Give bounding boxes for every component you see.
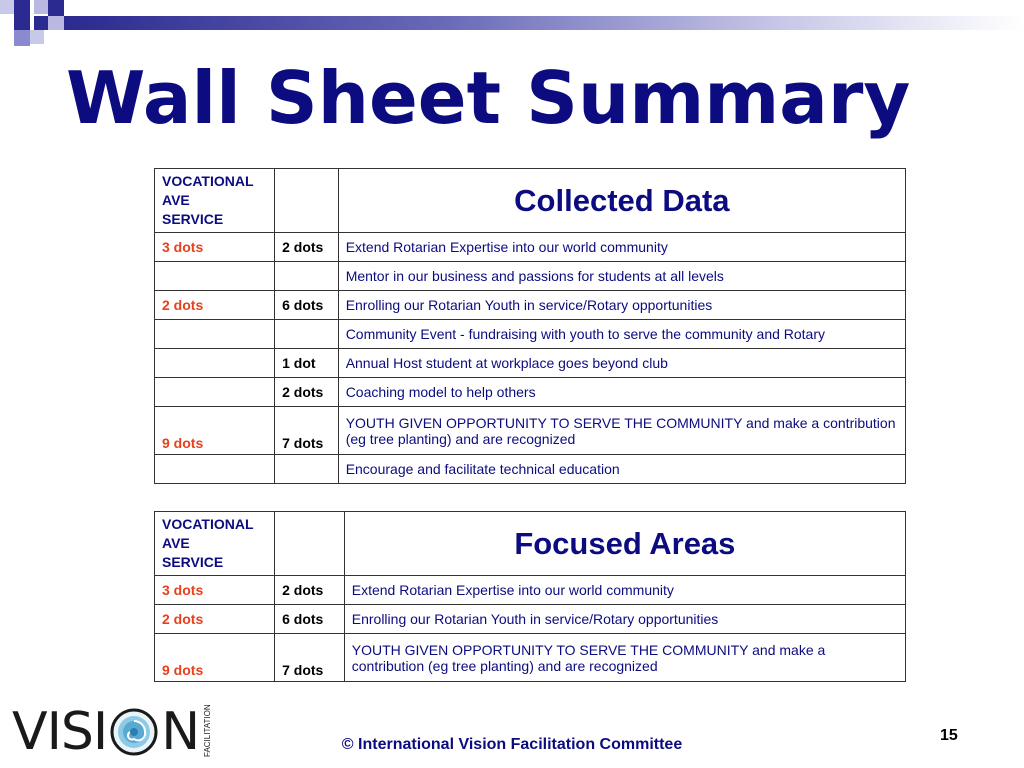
collected-data-table <box>154 168 906 484</box>
table-row <box>155 262 906 291</box>
ave-dots-cell <box>155 262 275 291</box>
page-number: 15 <box>940 727 958 744</box>
table-row <box>155 378 906 407</box>
dots-count-cell <box>275 320 339 349</box>
table-heading-collected-data: Collected Data <box>338 169 905 233</box>
table-header-row <box>155 512 906 576</box>
item-description-cell: Mentor in our business and passions for students at all levels <box>338 262 905 291</box>
ave-dots-cell <box>155 455 275 484</box>
header-line: AVE <box>162 535 190 551</box>
header-vocational-ave-service <box>155 169 275 233</box>
decor-square <box>48 16 64 30</box>
item-description-cell: YOUTH GIVEN OPPORTUNITY TO SERVE THE COMMUNITY and make a contribution (eg tree planting) and are recognized <box>344 634 905 682</box>
ave-dots-cell <box>155 320 275 349</box>
decor-square <box>34 16 48 30</box>
item-description-cell: Coaching model to help others <box>338 378 905 407</box>
header-line: SERVICE <box>162 211 224 227</box>
footer-copyright: © International Vision Facilitation Committee <box>341 736 683 753</box>
dots-count-cell <box>275 455 339 484</box>
table-row <box>155 291 906 320</box>
slide-title: Wall Sheet Summary <box>66 56 911 140</box>
ave-dots-cell: 2 dots <box>155 291 275 320</box>
header-gradient-bar <box>64 16 1024 30</box>
dots-count-cell: 2 dots <box>275 233 339 262</box>
table-row <box>155 634 906 682</box>
item-description-cell: Enrolling our Rotarian Youth in service/Rotary opportunities <box>344 605 905 634</box>
ave-dots-cell: 9 dots <box>155 407 275 455</box>
ave-dots-cell: 2 dots <box>155 605 275 634</box>
table-row <box>155 349 906 378</box>
item-description-cell: Encourage and facilitate technical education <box>338 455 905 484</box>
dots-count-cell: 1 dot <box>275 349 339 378</box>
header-line: VOCATIONAL <box>162 173 254 189</box>
decor-square <box>14 30 30 46</box>
decor-square <box>0 0 14 14</box>
ave-dots-cell <box>155 349 275 378</box>
ave-dots-cell: 9 dots <box>155 634 275 682</box>
table-heading-focused-areas: Focused Areas <box>344 512 905 576</box>
item-description-cell: Extend Rotarian Expertise into our world community <box>344 576 905 605</box>
decor-square <box>30 30 44 44</box>
ave-dots-cell <box>155 378 275 407</box>
dots-count-cell: 7 dots <box>275 407 339 455</box>
decor-square <box>34 0 48 14</box>
table-row <box>155 233 906 262</box>
table-row <box>155 605 906 634</box>
header-vocational-ave-service <box>155 512 275 576</box>
dots-count-cell: 2 dots <box>275 378 339 407</box>
decor-square <box>14 0 30 16</box>
table-row <box>155 407 906 455</box>
table-header-row <box>155 169 906 233</box>
decor-square <box>48 0 64 16</box>
decor-square <box>14 16 30 30</box>
dots-count-cell: 6 dots <box>275 291 339 320</box>
item-description-cell: Extend Rotarian Expertise into our world community <box>338 233 905 262</box>
dots-count-cell: 6 dots <box>275 605 345 634</box>
item-description-cell: Community Event - fundraising with youth to serve the community and Rotary <box>338 320 905 349</box>
header-empty-cell <box>275 512 345 576</box>
table-row <box>155 576 906 605</box>
dots-count-cell: 7 dots <box>275 634 345 682</box>
focused-areas-table <box>154 511 906 682</box>
dots-count-cell: 2 dots <box>275 576 345 605</box>
header-empty-cell <box>275 169 339 233</box>
dots-count-cell <box>275 262 339 291</box>
item-description-cell: Enrolling our Rotarian Youth in service/Rotary opportunities <box>338 291 905 320</box>
header-line: SERVICE <box>162 554 224 570</box>
logo-letters: VISI <box>12 702 108 762</box>
logo-letters: N <box>161 702 200 762</box>
header-line: AVE <box>162 192 190 208</box>
table-row <box>155 320 906 349</box>
item-description-cell: Annual Host student at workplace goes beyond club <box>338 349 905 378</box>
header-line: VOCATIONAL <box>162 516 254 532</box>
logo-side-text: FACILITATION <box>203 704 213 757</box>
ave-dots-cell: 3 dots <box>155 576 275 605</box>
ave-dots-cell: 3 dots <box>155 233 275 262</box>
table-row <box>155 455 906 484</box>
item-description-cell: YOUTH GIVEN OPPORTUNITY TO SERVE THE COMMUNITY and make a contribution (eg tree planting) and are recognized <box>338 407 905 455</box>
